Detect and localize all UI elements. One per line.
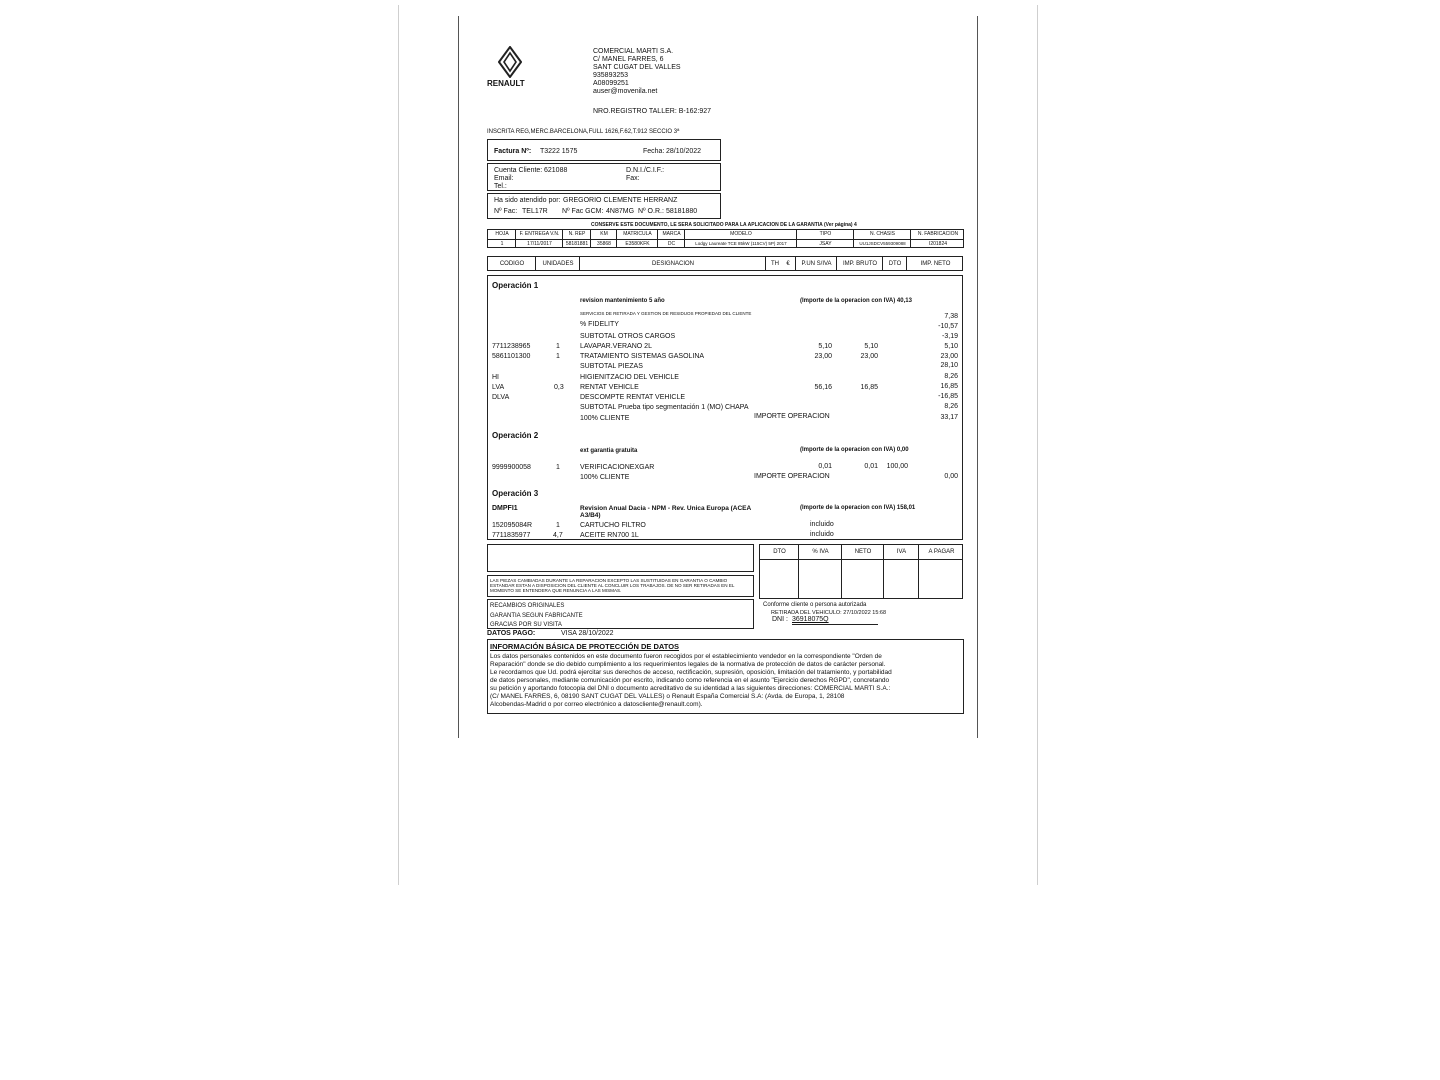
totals-header: A PAGAR: [928, 549, 955, 555]
op1-line-neto: 28,10: [940, 362, 958, 369]
vehicle-value: UU1JSDCV559309088: [859, 241, 906, 246]
company-line: auser@movenila.net: [593, 88, 658, 95]
atendido-value: GREGORIO CLEMENTE HERRANZ: [563, 197, 678, 204]
proteccion-line: su petición y aportando fotocopia del DNI o documento acreditativo de su identidad a las siguientes direcciones: COMERCIAL MARTI S.A.:: [490, 685, 891, 692]
op1-line-bruto: 23,00: [860, 353, 878, 360]
frame-line-left: [398, 5, 399, 885]
op2-units: 1: [556, 464, 560, 471]
vehicle-value: Lodgy Laureate TCE 85kW (115CV) 5P) 2017: [695, 241, 787, 246]
totals-table: [759, 544, 963, 599]
proteccion-line: Alcobendas-Madrid o por correo electrónico a datoscliente@renault.com).: [490, 701, 703, 708]
vehicle-value: 58181881: [565, 241, 589, 247]
conforme-dni-value: 36918075Q: [792, 616, 829, 623]
vehicle-header: HOJA: [495, 231, 509, 237]
vehicle-table: [487, 229, 964, 248]
op1-title: Operación 1: [492, 281, 539, 290]
col-pun: P.UN S/IVA: [801, 261, 832, 267]
op3-code: DMPFI1: [492, 505, 518, 512]
op1-importe: (Importe de la operacion con IVA) 40,13: [800, 298, 912, 304]
op3-line-note: incluido: [810, 521, 834, 528]
recambios-line: GARANTIA SEGUN FABRICANTE: [490, 613, 583, 619]
cuenta-label: Cuenta Cliente:: [494, 167, 543, 174]
op2-title: Operación 2: [492, 431, 539, 440]
piezas-note-box: [487, 575, 754, 597]
cliente-box: [487, 163, 721, 191]
registro-taller: NRO.REGISTRO TALLER: B-162:927: [593, 108, 712, 115]
frame-line-right: [1037, 5, 1038, 885]
op2-pun: 0,01: [818, 463, 832, 470]
op1-line-pun: 5,10: [818, 343, 832, 350]
op2-dto: 100,00: [886, 463, 908, 470]
vehicle-header: MATRICULA: [623, 231, 652, 237]
brand-name: RENAULT: [487, 79, 525, 88]
op1-cliente: 100% CLIENTE: [580, 415, 630, 422]
op1-line-units: 0,3: [554, 384, 564, 391]
email-label: Email:: [494, 175, 514, 182]
recambios-line: RECAMBIOS ORIGINALES: [490, 603, 565, 609]
gcm-value: 4N87MG: [606, 208, 635, 215]
vehicle-value: 17/11/2017: [527, 241, 552, 247]
totals-header: % IVA: [812, 549, 829, 555]
company-info: [593, 48, 681, 96]
op2-bruto: 0,01: [864, 463, 878, 470]
atendido-label: Ha sido atendido por:: [494, 197, 561, 204]
conserve-note: CONSERVE ESTE DOCUMENTO, LE SERA SOLICITADO PARA LA APLICACION DE LA GARANTIA (Ver página) 4: [591, 222, 857, 228]
vehicle-value: E3580KFK: [625, 241, 650, 247]
recambios-line: GRACIAS POR SU VISITA: [490, 622, 562, 628]
conforme-title: Conforme cliente o persona autorizada: [763, 602, 867, 608]
op2-importe-op-label: IMPORTE OPERACION: [754, 473, 830, 480]
proteccion-title: INFORMACIÓN BÁSICA DE PROTECCIÓN DE DATOS: [490, 642, 680, 651]
op1-line-neto: 8,26: [944, 403, 958, 410]
nfac-value: TEL17R: [522, 208, 548, 215]
proteccion-line: de datos personales, mediante comunicación por escrito, indicando como referencia en el asunto "Ejercicio derechos RGPD", concretando: [490, 677, 890, 684]
pago-value: VISA 28/10/2022: [561, 630, 614, 637]
op1-desc: revision mantenimiento 5 año: [580, 298, 665, 304]
op1-line-desig: TRATAMIENTO SISTEMAS GASOLINA: [580, 353, 705, 360]
renault-logo-icon: [498, 46, 522, 78]
nfac-label: Nº Fac:: [494, 208, 518, 215]
col-dto: DTO: [888, 261, 902, 267]
col-neto: IMP. NETO: [920, 261, 951, 267]
col-designacion: DESIGNACION: [651, 261, 694, 267]
factura-box: [487, 139, 721, 161]
op3-line-code: 152095084R: [492, 522, 533, 529]
proteccion-line: Reparación" donde se dio debido cumplimiento a los requerimientos legales de la normativa de protección de datos de carácter personal.: [490, 661, 886, 668]
proteccion-line: Los datos personales contenidos en este documento fueron recogidos por el establecimiento vendedor en la correspondiente "Orden de: [490, 653, 882, 660]
vehicle-header: N. FABRICACION: [917, 231, 959, 237]
factura-number: T3222 1575: [540, 148, 578, 155]
atendido-box: [487, 193, 721, 219]
proteccion-line: (C/ MANEL FARRES, 6, 08190 SANT CUGAT DEL VALLES) o Renault España Comercial S.A: (Avda. de Europa, 1, 28108: [490, 693, 845, 700]
fax-label: Fax:: [626, 175, 640, 182]
cuenta-value: 621088: [544, 167, 568, 174]
dni-cif-label: D.N.I./C.I.F.:: [626, 167, 665, 174]
col-bruto: IMP. BRUTO: [842, 261, 878, 267]
proteccion-box: [487, 639, 964, 714]
vehicle-value: I201824: [928, 241, 948, 247]
op1-line-neto: 7,38: [944, 313, 958, 320]
op1-line-code: 7711238965: [492, 343, 531, 350]
conforme-retirada: RETIRADA DEL VEHICULO: 27/10/2022 15:68: [771, 610, 887, 616]
operations-body: [487, 275, 963, 540]
op1-line-bruto: 16,85: [860, 384, 878, 391]
col-unidades: UNIDADES: [542, 261, 574, 267]
op1-line-code: LVA: [492, 384, 505, 391]
company-line: COMERCIAL MARTI S.A.: [593, 48, 674, 55]
op1-line-desig: RENTAT VEHICLE: [580, 384, 639, 391]
vehicle-header: TIPO: [819, 231, 832, 237]
vehicle-value: DC: [667, 241, 676, 247]
recambios-box: [487, 599, 754, 629]
company-line: C/ MANEL FARRES, 6: [593, 56, 664, 63]
signature-line: [792, 624, 878, 625]
op1-line-units: 1: [556, 343, 560, 350]
vehicle-value: 35868: [597, 241, 611, 247]
fecha-label: Fecha:: [643, 148, 665, 155]
inscrita-registro: INSCRITA REG,MERC.BARCELONA,FULL 1626,F.62,T.912 SECCIO 3ª: [487, 129, 680, 135]
op3-line-units: 1: [556, 522, 560, 529]
op3-title: Operación 3: [492, 489, 539, 498]
op2-importe: (Importe de la operacion con IVA) 0,00: [800, 447, 909, 453]
op1-line-neto: -3,19: [942, 333, 958, 340]
op1-line-neto: -10,57: [938, 323, 958, 330]
page-right-edge: [977, 16, 978, 738]
vehicle-header: N. REP: [568, 231, 586, 237]
vehicle-header: MODELO: [730, 231, 752, 237]
vehicle-header: F. ENTREGA V.N.: [519, 231, 560, 237]
blank-box: [487, 544, 754, 572]
op1-line-neto: 23,00: [940, 353, 958, 360]
lines-header: [487, 256, 963, 271]
op1-line-neto: 5,10: [944, 343, 958, 350]
op1-importe-op-value: 33,17: [940, 414, 958, 421]
op1-line-desig: LAVAPAR.VERANO 2L: [580, 343, 652, 350]
op3-importe: (Importe de la operacion con IVA) 158,01: [800, 505, 916, 511]
company-line: SANT CUGAT DEL VALLES: [593, 64, 681, 71]
tel-label: Tel.:: [494, 183, 507, 190]
op1-line-neto: -16,85: [938, 393, 958, 400]
op1-line-desig: DESCOMPTE RENTAT VEHICLE: [580, 394, 686, 401]
op3-line-desig: CARTUCHO FILTRO: [580, 522, 646, 529]
col-euro: €: [786, 261, 790, 267]
company-line: 935893253: [593, 72, 629, 79]
op3-desc: Revision Anual Dacia - NPM - Rev. Unica Europa (ACEA A3/B4): [580, 505, 751, 519]
gcm-label: Nº Fac GCM:: [562, 208, 604, 215]
invoice-page: [458, 16, 978, 738]
conforme-dni-label: DNI :: [772, 616, 788, 623]
op3-line-units: 4,7: [553, 532, 563, 539]
op1-line-desig: SUBTOTAL PIEZAS: [580, 363, 643, 370]
op1-line-neto: 16,85: [940, 383, 958, 390]
vehicle-value: 1: [500, 241, 504, 247]
op3-line-note: incluido: [810, 531, 834, 538]
factura-label: Factura Nº:: [494, 148, 532, 155]
op3-line-code: 7711835977: [492, 532, 531, 539]
or-label: Nº O.R.:: [638, 208, 664, 215]
vehicle-header: N. CHASIS: [869, 231, 895, 237]
op2-cliente: 100% CLIENTE: [580, 474, 630, 481]
vehicle-header: MARCA: [662, 231, 681, 237]
op1-line-desig: SERVICIOS DE RETIRADA Y GESTION DE RESIDUOS PROPIEDAD DEL CLIENTE: [580, 311, 752, 316]
op1-line-bruto: 5,10: [864, 343, 878, 350]
op1-importe-op-label: IMPORTE OPERACION: [754, 413, 830, 420]
col-th: TH: [771, 261, 779, 267]
op1-line-code: HI: [492, 374, 499, 381]
vehicle-header: KM: [600, 231, 608, 237]
op2-importe-op-value: 0,00: [944, 473, 958, 480]
op1-line-desig: SUBTOTAL OTROS CARGOS: [580, 333, 676, 340]
op1-line-code: 5861101300: [492, 353, 531, 360]
op2-desc: ext garantia gratuita: [580, 448, 638, 454]
company-line: A08099251: [593, 80, 629, 87]
piezas-note: LAS PIEZAS CAMBIADAS DURANTE LA REPARACION EXCEPTO LAS SUSTITUIDAS EN GARANTIA O CAMBIO ESTANDAR ESTAN A DISPOSICION DEL CLIENTE AL CONCLUIR LOS TRABAJOS. DE NO SER RETIRADAS EN EL MOMENTO SE ENTENDERA QUE RENUNCIA A LAS MISMAS.: [490, 578, 735, 594]
op1-line-desig: % FIDELITY: [580, 321, 619, 328]
op1-line-desig: SUBTOTAL Prueba tipo segmentación 1 (MO) CHAPA: [580, 404, 749, 411]
proteccion-line: Le recordamos que Ud. podrá ejercitar sus derechos de acceso, rectificación, supresión, oposición, limitación del tratamiento, y portabilidad: [490, 669, 892, 676]
op3-line-desig: ACEITE RN700 1L: [580, 532, 639, 539]
op1-line-code: DLVA: [492, 394, 510, 401]
totals-header: NETO: [854, 549, 872, 555]
op2-desig: VERIFICACIONEXGAR: [580, 464, 655, 471]
pago-label: DATOS PAGO:: [487, 630, 536, 637]
op1-line-pun: 56,16: [814, 384, 832, 391]
op1-line-desig: HIGIENITZACIO DEL VEHICLE: [580, 374, 679, 381]
op1-line-neto: 8,26: [944, 373, 958, 380]
fecha-value: 28/10/2022: [666, 148, 702, 155]
op2-code: 9999900058: [492, 464, 531, 471]
totals-header: IVA: [896, 549, 907, 555]
page-left-edge: [458, 16, 459, 738]
col-codigo: CODIGO: [499, 261, 525, 267]
or-value: 58181880: [666, 208, 698, 215]
op1-line-units: 1: [556, 353, 560, 360]
op1-line-pun: 23,00: [814, 353, 832, 360]
vehicle-value: JSAY: [819, 241, 832, 247]
totals-header: DTO: [773, 549, 786, 555]
